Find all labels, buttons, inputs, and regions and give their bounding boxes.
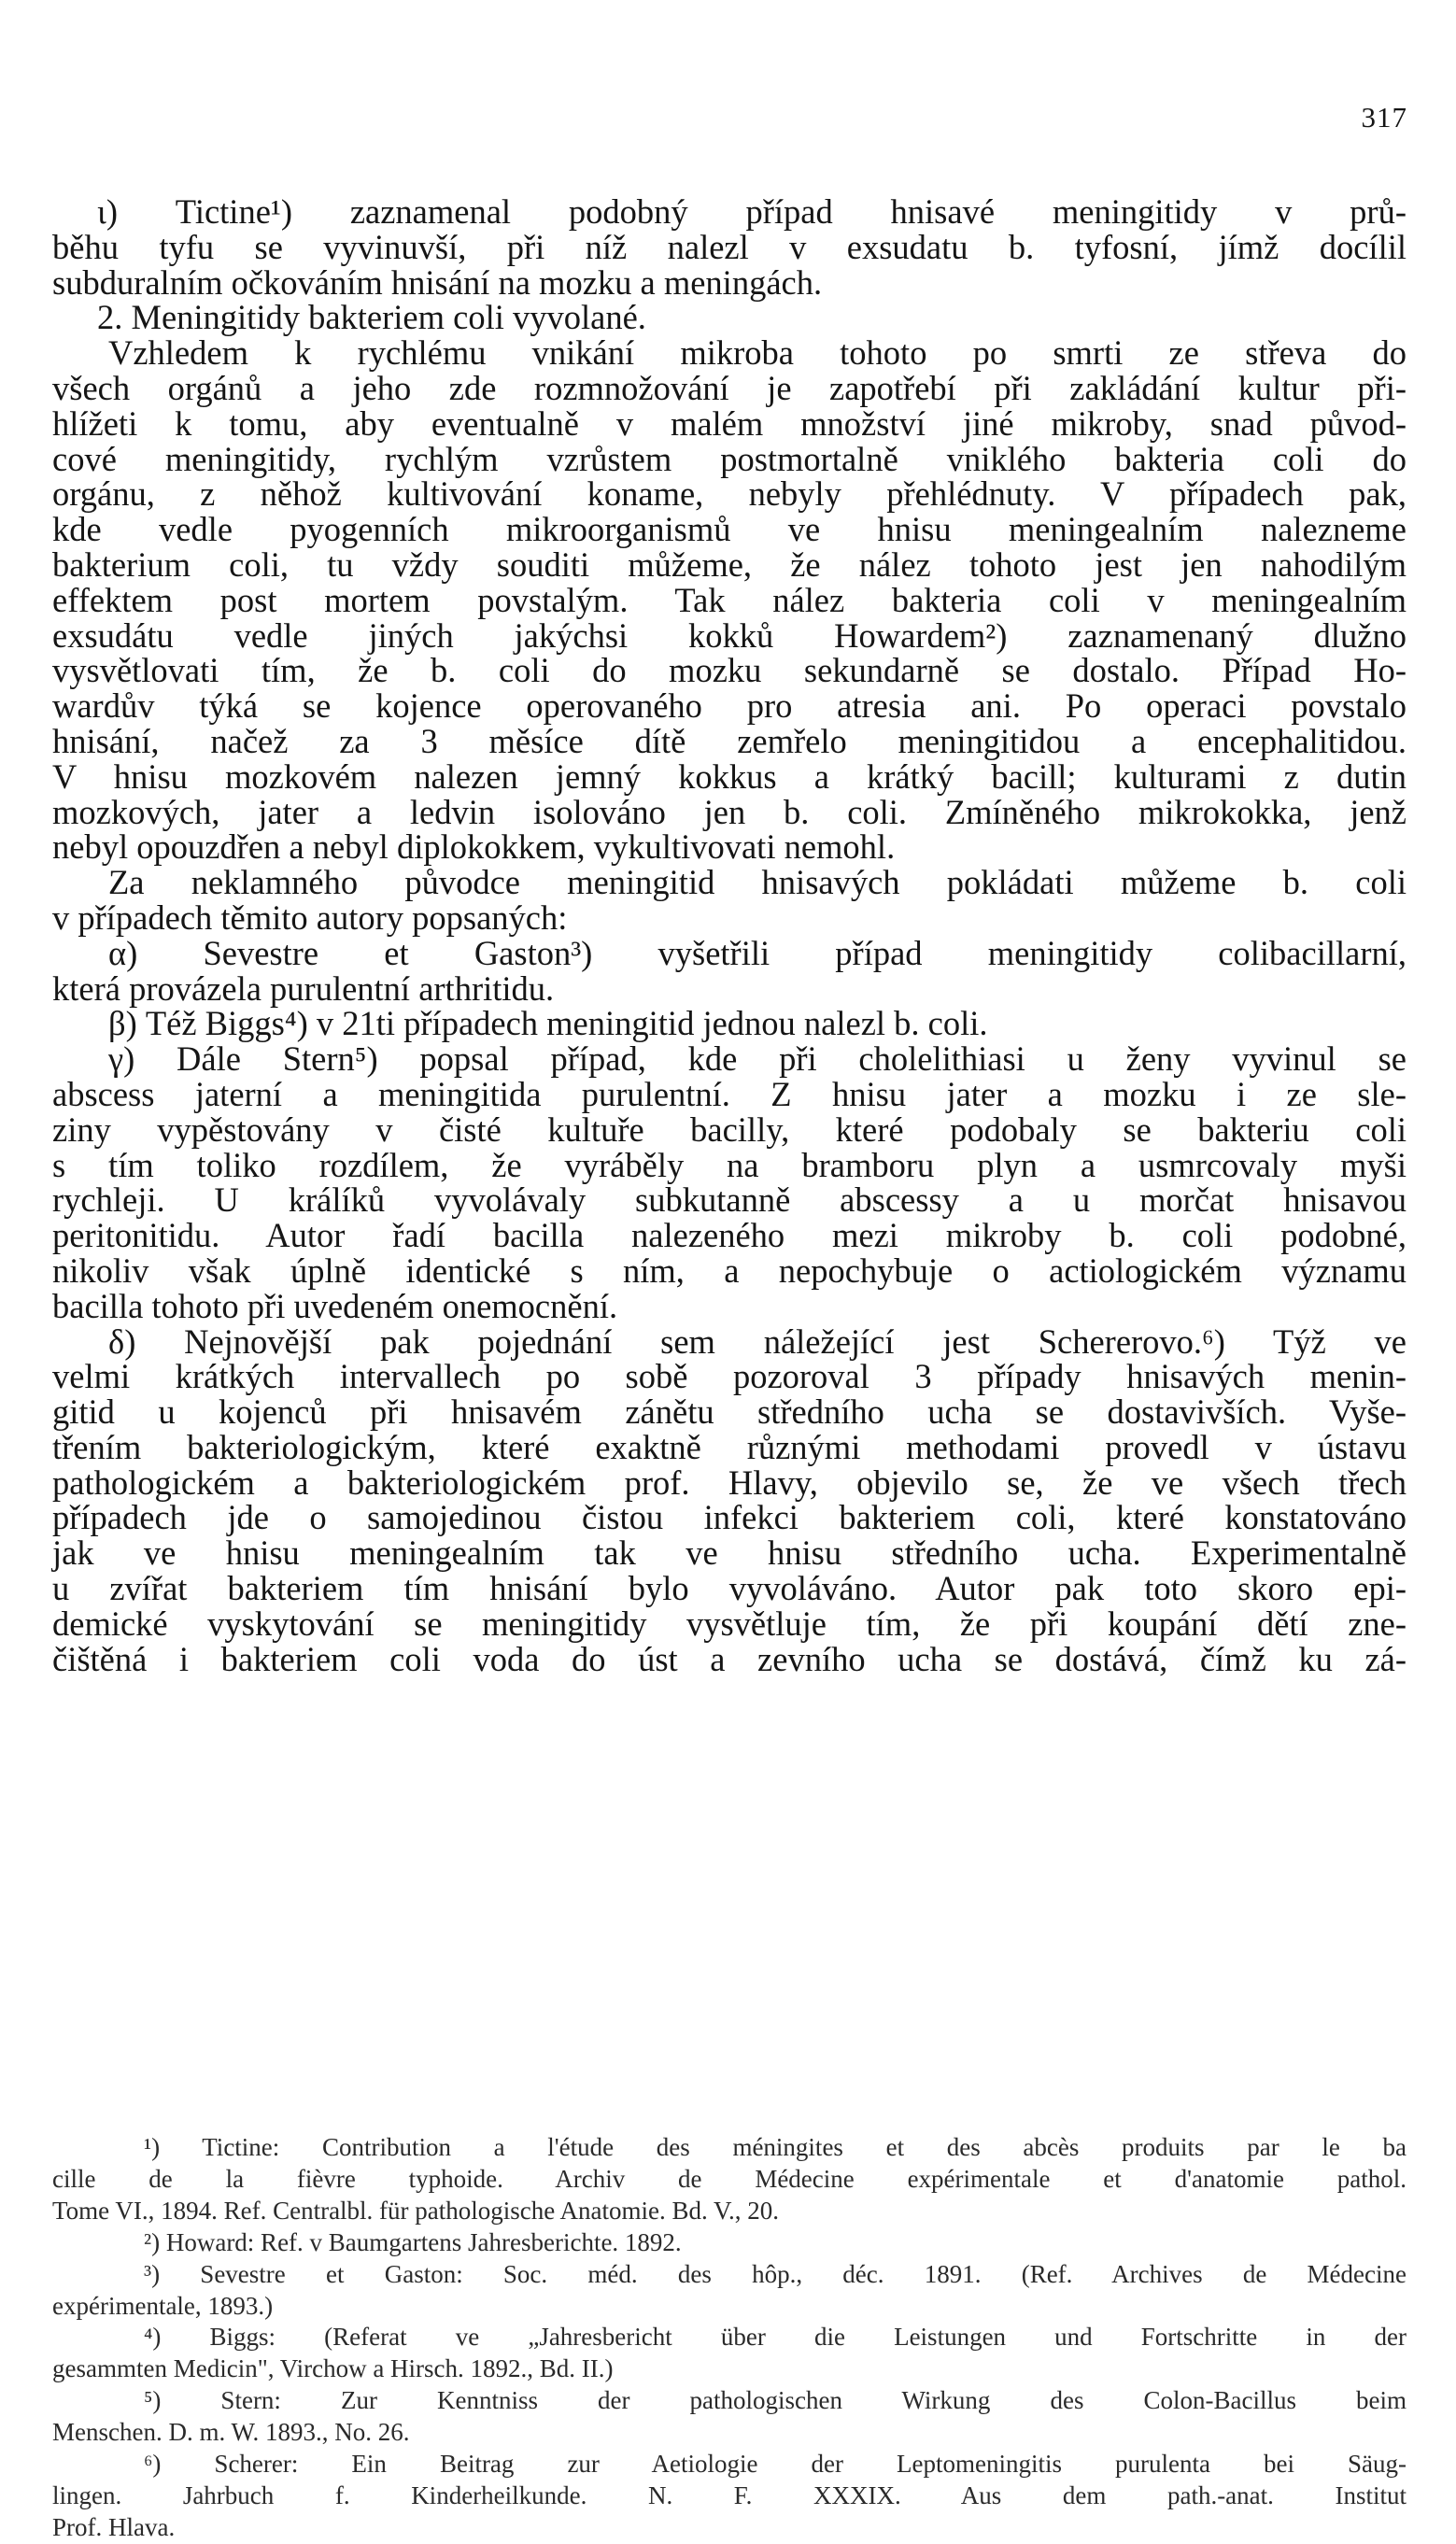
- text-line: peritonitidu. Autor řadí bacilla nalezeného mezi mikroby b. coli podobné,: [52, 1216, 1407, 1255]
- text-line: wardův týká se kojence operovaného pro atresia ani. Po operaci povstalo: [52, 686, 1407, 726]
- text-line: δ) Nejnovější pak pojednání sem náležející jest Schererovo.⁶) Týž ve: [108, 1321, 1407, 1361]
- footnote-line: expérimentale, 1893.): [52, 2291, 274, 2320]
- text-line: α) Sevestre et Gaston³) vyšetřili případ meningitidy colibacillarní,: [108, 933, 1407, 972]
- text-line: subduralním očkováním hnisání na mozku a meningách.: [52, 262, 823, 302]
- text-line: případech jde o samojedinou čistou infekci bakteriem coli, které konstatováno: [52, 1498, 1407, 1537]
- text-line: kde vedle pyogenních mikroorganismů ve hnisu meningealním nalezneme: [52, 510, 1407, 549]
- text-line: v případech těmito autory popsaných:: [52, 897, 568, 937]
- text-line: abscess jaterní a meningitida purulentní. Z hnisu jater a mozku i ze sle-: [52, 1074, 1407, 1113]
- page-number: 317: [1361, 101, 1407, 134]
- text-line: vysvětlovati tím, že b. coli do mozku sekundarně se dostalo. Případ Ho-: [52, 651, 1407, 690]
- text-line: cové meningitidy, rychlým vzrůstem postmortalně vniklého bakteria coli do: [52, 439, 1407, 478]
- text-line: ziny vypěstovány v čisté kultuře bacilly, které podobaly se bakteriu coli: [52, 1109, 1407, 1149]
- text-line: Vzhledem k rychlému vnikání mikroba tohoto po smrti ze střeva do: [108, 333, 1407, 373]
- footnote-line: gesammten Medicin", Virchow a Hirsch. 1892., Bd. II.): [52, 2354, 614, 2383]
- text-line: všech orgánů a jeho zde rozmnožování je zapotřebí při zakládání kultur při-: [52, 368, 1407, 407]
- footnote-line: Menschen. D. m. W. 1893., No. 26.: [52, 2418, 410, 2447]
- text-line: rychleji. U králíků vyvolávaly subkutanně abscessy a u morčat hnisavou: [52, 1180, 1407, 1220]
- text-line: hlížeti k tomu, aby eventualně v malém množství jiné mikroby, snad původ-: [52, 403, 1407, 443]
- text-line: s tím toliko rozdílem, že vyráběly na bramboru plyn a usmrcovaly myši: [52, 1145, 1407, 1184]
- text-line: která provázela purulentní arthritidu.: [52, 968, 555, 1008]
- text-line: mozkových, jater a ledvin isolováno jen b. coli. Zmíněného mikrokokka, jenž: [52, 792, 1407, 831]
- footnote-line: ¹) Tictine: Contribution a l'étude des méningites et des abcès produits par le ba: [144, 2133, 1407, 2161]
- text-line: demické vyskytování se meningitidy vysvětluje tím, že při koupání dětí zne-: [52, 1604, 1407, 1643]
- footnote-line: ⁴) Biggs: (Referat ve „Jahresbericht über die Leistungen und Fortschritte in der: [144, 2323, 1407, 2352]
- text-line: bakterium coli, tu vždy souditi můžeme, že nález tohoto jest jen nahodilým: [52, 544, 1407, 584]
- text-line: Za neklamného původce meningitid hnisavých pokládati můžeme b. coli: [108, 863, 1407, 902]
- footnote-line: ³) Sevestre et Gaston: Soc. méd. des hôp., déc. 1891. (Ref. Archives de Médecine: [144, 2259, 1407, 2288]
- text-line: hnisání, načež za 3 měsíce dítě zemřelo meningitidou a encephalitidou.: [52, 721, 1407, 760]
- text-line: V hnisu mozkovém nalezen jemný kokkus a krátký bacill; kulturami z dutin: [52, 756, 1407, 796]
- text-line: ι) Tictine¹) zaznamenal podobný případ hnisavé meningitidy v prů-: [97, 192, 1407, 231]
- text-line: exsudátu vedle jiných jakýchsi kokků Howardem²) zaznamenaný dlužno: [52, 615, 1407, 655]
- text-line: bacilla tohoto při uvedeném onemocnění.: [52, 1286, 618, 1325]
- section-heading: 2. Meningitidy bakteriem coli vyvolané.: [97, 298, 646, 337]
- footnote-line: lingen. Jahrbuch f. Kinderheilkunde. N. F. XXXIX. Aus dem path.-anat. Institut: [52, 2480, 1407, 2509]
- footnote-line: Tome VI., 1894. Ref. Centralbl. für pathologische Anatomie. Bd. V., 20.: [52, 2196, 780, 2225]
- text-line: nebyl opouzdřen a nebyl diplokokkem, vykultivovati nemohl.: [52, 827, 896, 867]
- footnote-line: ²) Howard: Ref. v Baumgartens Jahresberichte. 1892.: [144, 2227, 682, 2256]
- text-line: velmi krátkých intervallech po sobě pozoroval 3 případy hnisavých menin-: [52, 1357, 1407, 1396]
- text-line: běhu tyfu se vyvinuvší, při níž nalezl v exsudatu b. tyfosní, jímž docílil: [52, 227, 1407, 266]
- footnote-line: cille de la fièvre typhoide. Archiv de Médecine expérimentale et d'anatomie pathol.: [52, 2164, 1407, 2193]
- footnote-line: ⁵) Stern: Zur Kenntniss der pathologischen Wirkung des Colon-Bacillus beim: [144, 2386, 1407, 2415]
- body-text: [52, 194, 1407, 1676]
- text-line: γ) Dále Stern⁵) popsal případ, kde při cholelithiasi u ženy vyvinul se: [108, 1039, 1407, 1079]
- text-line: u zvířat bakteriem tím hnisání bylo vyvoláváno. Autor pak toto skoro epi-: [52, 1569, 1407, 1608]
- text-line: třením bakteriologickým, které exaktně různými methodami provedl v ústavu: [52, 1427, 1407, 1466]
- footnote-line: ⁶) Scherer: Ein Beitrag zur Aetiologie der Leptomeningitis purulenta bei Säug-: [144, 2450, 1407, 2479]
- text-line: gitid u kojenců při hnisavém zánětu středního ucha se dostavivších. Vyše-: [52, 1392, 1407, 1432]
- text-line: orgánu, z něhož kultivování koname, nebyly přehlédnuty. V případech pak,: [52, 474, 1407, 514]
- text-line: čištěná i bakteriem coli voda do úst a zevního ucha se dostává, čímž ku zá-: [52, 1639, 1407, 1678]
- text-line: effektem post mortem povstalým. Tak nález bakteria coli v meningealním: [52, 580, 1407, 619]
- text-line: pathologickém a bakteriologickém prof. Hlavy, objevilo se, že ve všech třech: [52, 1463, 1407, 1502]
- text-line: jak ve hnisu meningealním tak ve hnisu středního ucha. Experimentalně: [52, 1533, 1407, 1573]
- footnote-line: Prof. Hlava.: [52, 2512, 176, 2541]
- text-line: β) Též Biggs⁴) v 21ti případech meningitid jednou nalezl b. coli.: [108, 1004, 988, 1043]
- footnotes: [52, 2132, 1407, 2544]
- text-line: nikoliv však úplně identické s ním, a nepochybuje o actiologickém významu: [52, 1251, 1407, 1290]
